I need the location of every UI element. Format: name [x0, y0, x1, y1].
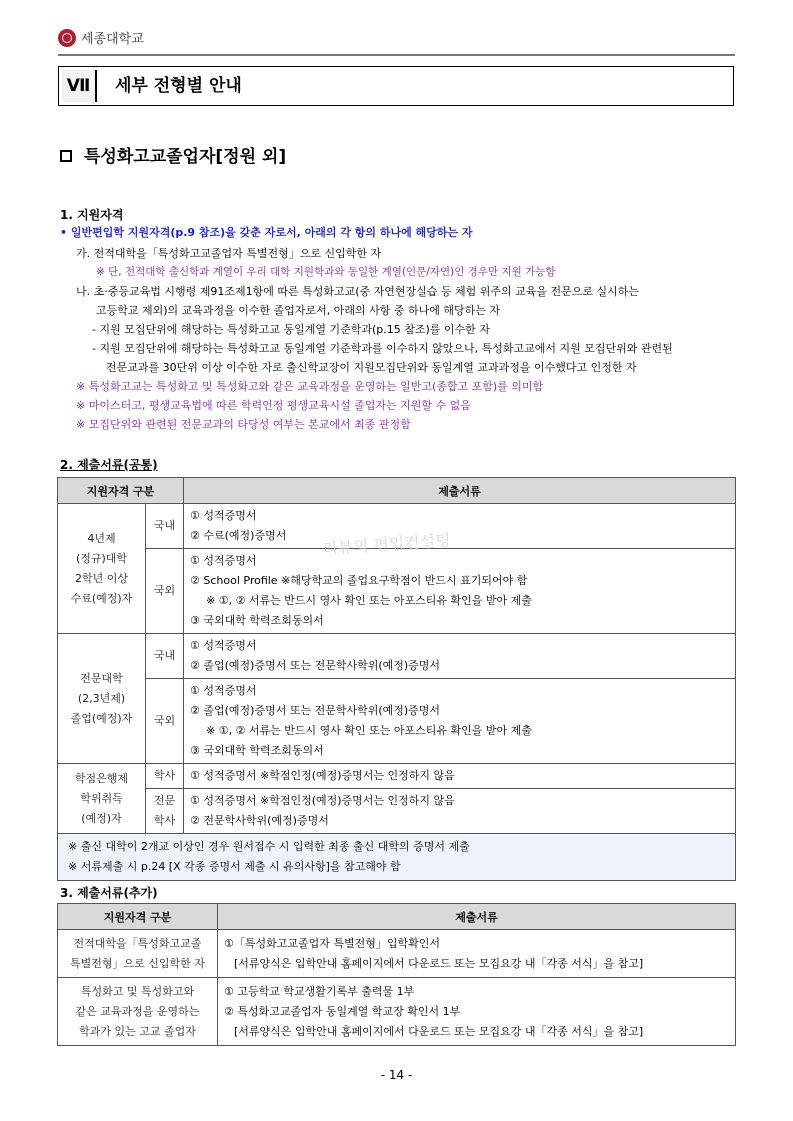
group-label-4yr: 4년제 (정규)대학 2학년 이상 수료(예정)자 [58, 504, 146, 634]
document-list: ① 성적증명서 ※학점인정(예정)증명서는 인정하지 않음 [184, 764, 736, 789]
document-list: ① 성적증명서 ② 졸업(예정)증명서 또는 전문학사학위(예정)증명서 [184, 634, 736, 679]
s1-item-na-dash2-line2: 전문교과를 30단위 이상 이수한 자로 출신학교장이 지원모집단위와 동일계열 교과과정을 이수했다고 인정한 자 [106, 361, 637, 374]
page-number: - 14 - [380, 1068, 413, 1082]
s1-item-na-dash1: - 지원 모집단위에 해당하는 특성화고교 동일계열 기준학과(p.15 참조)를 이수한 자 [92, 323, 490, 336]
s3-title: 3. 제출서류(추가) [60, 886, 158, 900]
bachelor-label: 학사 [146, 764, 184, 789]
s2-title: 2. 제출서류(공통) [60, 458, 158, 472]
foreign-label: 국외 [146, 549, 184, 634]
s1-item-ga: 가. 전적대학을「특성화고교졸업자 특별전형」으로 신입학한 자 [76, 247, 382, 260]
university-logo [58, 28, 144, 47]
row-label: 특성화고 및 특성화고와 같은 교육과정을 운영하는 학과가 있는 고교 졸업자 [58, 978, 218, 1046]
group-label-junior-college: 전문대학 (2,3년제) 졸업(예정)자 [58, 634, 146, 764]
s1-note: ※ 모집단위와 관련된 전문교과의 타당성 여부는 본교에서 최종 판정함 [76, 418, 411, 431]
row-label: 전적대학을「특성화고교졸 특별전형」으로 신입학한 자 [58, 930, 218, 978]
main-heading [60, 142, 286, 167]
section-title: 세부 전형별 안내 [115, 76, 242, 96]
s1-note: ※ 마이스터고, 평생교육법에 따른 학력인정 평생교육시설 졸업자는 지원할 수 없음 [76, 399, 471, 412]
document-list: ① 고등학교 학교생활기록부 출력물 1부 ② 특성화고교졸업자 동일계열 학교장 확인서 1부 [서류양식은 입학안내 홈페이지에서 다운로드 또는 모집요강 내「각종 서식」을 참고] [218, 978, 736, 1046]
section-number: Ⅶ [62, 70, 97, 102]
foreign-label: 국외 [146, 679, 184, 764]
group-label-credit-bank: 학점은행제 학위취득 (예정)자 [58, 764, 146, 834]
document-list: ①「특성화고교졸업자 특별전형」입학확인서 [서류양식은 입학안내 홈페이지에서 다운로드 또는 모집요강 내「각종 서식」을 참고] [218, 930, 736, 978]
s1-title: 1. 지원자격 [60, 208, 124, 222]
table-header: 제출서류 [218, 904, 736, 930]
checkbox-square-icon [60, 150, 72, 162]
s1-item-na-line2: 고등학교 제외)의 교육과정을 이수한 졸업자로서, 아래의 사항 중 하나에 해당하는 자 [96, 304, 501, 317]
document-list: ① 성적증명서 ※학점인정(예정)증명서는 인정하지 않음 ② 전문학사학위(예정)증명서 [184, 789, 736, 834]
section-banner [58, 66, 734, 106]
table-header: 지원자격 구분 [58, 478, 184, 504]
domestic-label: 국내 [146, 504, 184, 549]
s1-item-na-dash2-line1: - 지원 모집단위에 해당하는 특성화고교 동일계열 기준학과를 이수하지 않았으나, 특성화고교에서 지원 모집단위와 관련된 [92, 342, 673, 355]
document-list: ① 성적증명서 ② School Profile ※해당학교의 졸업요구학점이 반드시 표기되어야 함 ※ ①, ② 서류는 반드시 영사 확인 또는 아포스티유 확인을 받아 제출 ③ 국외대학 학력조회동의서 [184, 549, 736, 634]
university-name: 세종대학교 [81, 32, 144, 47]
associate-label: 전문 학사 [146, 789, 184, 834]
s1-item-ga-note: ※ 단, 전적대학 출신학과 계열이 우리 대학 지원학과와 동일한 계열(인문/자연)인 경우만 지원 가능함 [96, 266, 556, 278]
s1-item-na-line1: 나. 초·중등교육법 시행령 제91조제1항에 따른 특성화고교(중 자연현장실습 등 체험 위주의 교육을 전문으로 실시하는 [76, 285, 640, 298]
watermark: 리뷰의 편입컨설팅 [321, 530, 452, 559]
document-list: ① 성적증명서 ② 졸업(예정)증명서 또는 전문학사학위(예정)증명서 ※ ①, ② 서류는 반드시 영사 확인 또는 아포스티유 확인을 받아 제출 ③ 국외대학 학력조회동의서 [184, 679, 736, 764]
additional-documents-table [57, 903, 736, 1046]
document-list: ① 성적증명서 ② 수료(예정)증명서 [184, 504, 736, 549]
s1-eligibility-bullet: • 일반편입학 지원자격(p.9 참조)을 갖춘 자로서, 아래의 각 항의 하나에 해당하는 자 [60, 226, 473, 239]
header-divider [58, 54, 735, 56]
domestic-label: 국내 [146, 634, 184, 679]
s1-note: ※ 특성화고교는 특성화고 및 특성화고와 같은 교육과정을 운영하는 일반고(종합고 포함)를 의미함 [76, 380, 544, 393]
main-title: 특성화고교졸업자[정원 외] [84, 147, 287, 167]
table-header: 제출서류 [184, 478, 736, 504]
table-header: 지원자격 구분 [58, 904, 218, 930]
table-notes: ※ 출신 대학이 2개교 이상인 경우 원서접수 시 입력한 최종 출신 대학의 증명서 제출 ※ 서류제출 시 p.24 [Ⅹ 각종 증명서 제출 시 유의사항]을 참고해야 함 [58, 834, 736, 881]
university-seal-icon [58, 29, 76, 47]
